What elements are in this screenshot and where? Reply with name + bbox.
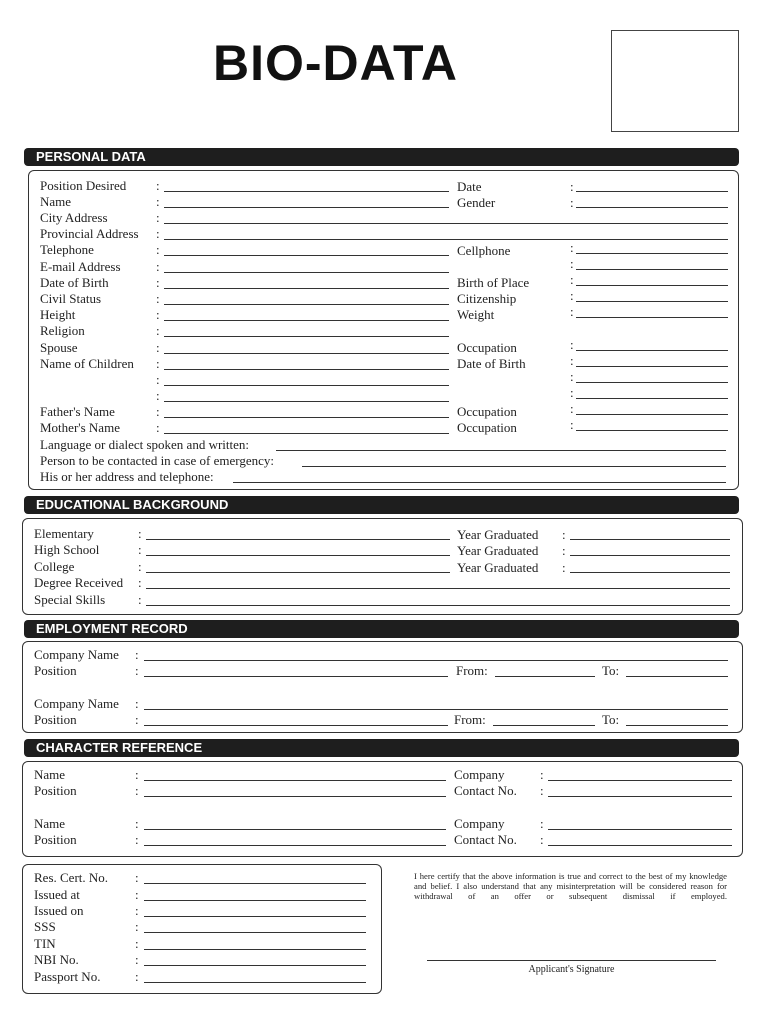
label-telephone: Telephone — [40, 242, 94, 257]
employment-header: EMPLOYMENT RECORD — [24, 620, 739, 638]
father-occupation-field[interactable] — [576, 414, 728, 415]
colon: : — [156, 404, 160, 419]
colon: : — [156, 307, 160, 322]
colon: : — [135, 870, 139, 885]
label-name-of-children: Name of Children — [40, 356, 134, 371]
provincial-address-field[interactable] — [164, 239, 728, 240]
colon: : — [138, 542, 142, 557]
colon: : — [135, 696, 139, 711]
issued-on-field[interactable] — [144, 916, 366, 917]
to-2-field[interactable] — [626, 725, 728, 726]
colon: : — [570, 417, 574, 432]
colon: : — [135, 952, 139, 967]
education-header: EDUCATIONAL BACKGROUND — [24, 496, 739, 514]
label-provincial-address: Provincial Address — [40, 226, 139, 241]
ref-position-1-field[interactable] — [144, 796, 446, 797]
colon: : — [540, 783, 544, 798]
colon: : — [570, 353, 574, 368]
colon: : — [540, 767, 544, 782]
children-field-1[interactable] — [164, 369, 449, 370]
year-graduated-elementary-field[interactable] — [570, 539, 730, 540]
special-skills-field[interactable] — [146, 605, 730, 606]
label-spouse-occupation: Occupation — [457, 340, 517, 355]
applicant-signature-label: Applicant's Signature — [528, 964, 615, 975]
label-citizenship: Citizenship — [457, 291, 517, 306]
label-language: Language or dialect spoken and written: — [40, 437, 250, 452]
colon: : — [135, 903, 139, 918]
label-year-graduated-college: Year Graduated — [457, 560, 539, 575]
colon: : — [570, 272, 574, 287]
contact-address-field[interactable] — [233, 482, 726, 483]
label-spouse: Spouse — [40, 340, 78, 355]
label-height: Height — [40, 307, 76, 322]
label-year-graduated-elementary: Year Graduated — [457, 527, 539, 542]
label-civil-status: Civil Status — [40, 291, 102, 306]
label-name: Name — [40, 194, 72, 209]
gender-field[interactable] — [576, 207, 728, 208]
from-1-field[interactable] — [495, 676, 595, 677]
label-special-skills: Special Skills — [34, 592, 106, 607]
colon: : — [156, 210, 160, 225]
colon: : — [156, 372, 160, 387]
colon: : — [570, 369, 574, 384]
telephone-field[interactable] — [164, 255, 449, 256]
colon: : — [156, 275, 160, 290]
colon: : — [156, 340, 160, 355]
label-college: College — [34, 559, 75, 574]
label-weight: Weight — [457, 307, 495, 322]
label-position-2: Position — [34, 712, 77, 727]
colon: : — [135, 969, 139, 984]
colon: : — [570, 304, 574, 319]
label-position-1: Position — [34, 663, 77, 678]
issued-at-field[interactable] — [144, 900, 366, 901]
label-email: E-mail Address — [40, 259, 121, 274]
label-ref-contact-2: Contact No. — [454, 832, 517, 847]
label-fathers-name: Father's Name — [40, 404, 115, 419]
colon: : — [135, 663, 139, 678]
cellphone-field[interactable] — [576, 253, 728, 254]
label-nbi-no: NBI No. — [34, 952, 79, 967]
label-ref-company-1: Company — [454, 767, 505, 782]
weight-field[interactable] — [576, 317, 728, 318]
label-from-2: From: — [454, 712, 486, 727]
colon: : — [570, 256, 574, 271]
fathers-name-field[interactable] — [164, 417, 449, 418]
date-field[interactable] — [576, 191, 728, 192]
colon: : — [540, 832, 544, 847]
label-father-occupation: Occupation — [457, 404, 517, 419]
label-ref-company-2: Company — [454, 816, 505, 831]
label-spouse-date-of-birth: Date of Birth — [457, 356, 526, 371]
height-field[interactable] — [164, 320, 449, 321]
label-cellphone: Cellphone — [457, 243, 511, 258]
label-contact-address: His or her address and telephone: — [40, 469, 214, 484]
company-name-2-field[interactable] — [144, 709, 728, 710]
citizenship-field[interactable] — [576, 301, 728, 302]
spouse-occupation-field[interactable] — [576, 350, 728, 351]
label-issued-on: Issued on — [34, 903, 84, 918]
colon: : — [570, 385, 574, 400]
ref-name-2-field[interactable] — [144, 829, 446, 830]
label-ref-name-1: Name — [34, 767, 66, 782]
label-ref-position-2: Position — [34, 832, 77, 847]
colon: : — [570, 195, 574, 210]
colon: : — [135, 832, 139, 847]
from-2-field[interactable] — [493, 725, 595, 726]
email-field[interactable] — [164, 272, 449, 273]
colon: : — [156, 178, 160, 193]
cellphone-field-2[interactable] — [576, 269, 728, 270]
reference-header: CHARACTER REFERENCE — [24, 739, 739, 757]
name-field[interactable] — [164, 207, 449, 208]
label-mother-occupation: Occupation — [457, 420, 517, 435]
elementary-field[interactable] — [146, 539, 450, 540]
tin-field[interactable] — [144, 949, 366, 950]
label-ref-contact-1: Contact No. — [454, 783, 517, 798]
ref-contact-1-field[interactable] — [548, 796, 732, 797]
label-ref-position-1: Position — [34, 783, 77, 798]
company-name-1-field[interactable] — [144, 660, 728, 661]
colon: : — [138, 592, 142, 607]
children-field-3[interactable] — [164, 401, 449, 402]
spouse-field[interactable] — [164, 353, 449, 354]
nbi-no-field[interactable] — [144, 965, 366, 966]
colon: : — [570, 240, 574, 255]
label-company-name-1: Company Name — [34, 647, 119, 662]
emergency-contact-field[interactable] — [302, 466, 726, 467]
colon: : — [135, 816, 139, 831]
city-address-field[interactable] — [164, 223, 728, 224]
label-religion: Religion — [40, 323, 85, 338]
colon: : — [135, 919, 139, 934]
colon: : — [156, 194, 160, 209]
education-box — [22, 518, 743, 615]
colon: : — [570, 179, 574, 194]
colon: : — [156, 291, 160, 306]
label-city-address: City Address — [40, 210, 108, 225]
year-graduated-high-school-field[interactable] — [570, 555, 730, 556]
colon: : — [135, 783, 139, 798]
ref-contact-2-field[interactable] — [548, 845, 732, 846]
label-sss: SSS — [34, 919, 56, 934]
label-tin: TIN — [34, 936, 56, 951]
ref-company-2-field[interactable] — [548, 829, 732, 830]
label-position-desired: Position Desired — [40, 178, 127, 193]
label-from-1: From: — [456, 663, 488, 678]
colon: : — [156, 242, 160, 257]
colon: : — [156, 226, 160, 241]
label-emergency-contact: Person to be contacted in case of emergency: — [40, 453, 275, 468]
form-title: BIO-DATA — [213, 35, 458, 91]
children-field-2[interactable] — [164, 385, 449, 386]
position-2-field[interactable] — [144, 725, 448, 726]
colon: : — [570, 401, 574, 416]
colon: : — [570, 288, 574, 303]
label-high-school: High School — [34, 542, 100, 557]
label-issued-at: Issued at — [34, 887, 80, 902]
label-birth-of-place: Birth of Place — [457, 275, 530, 290]
label-to-2: To: — [602, 712, 620, 727]
label-date-of-birth: Date of Birth — [40, 275, 109, 290]
sss-field[interactable] — [144, 932, 366, 933]
extra-field-1[interactable] — [576, 382, 728, 383]
colon: : — [135, 647, 139, 662]
birth-of-place-field[interactable] — [576, 285, 728, 286]
colon: : — [562, 560, 566, 575]
ref-name-1-field[interactable] — [144, 780, 446, 781]
label-to-1: To: — [602, 663, 620, 678]
colon: : — [156, 323, 160, 338]
spouse-date-of-birth-field[interactable] — [576, 366, 728, 367]
res-cert-no-field[interactable] — [144, 883, 366, 884]
colon: : — [562, 543, 566, 558]
colon: : — [135, 936, 139, 951]
label-degree-received: Degree Received — [34, 575, 124, 590]
colon: : — [156, 388, 160, 403]
colon: : — [540, 816, 544, 831]
colon: : — [562, 527, 566, 542]
label-elementary: Elementary — [34, 526, 94, 541]
label-date: Date — [457, 179, 482, 194]
colon: : — [156, 259, 160, 274]
civil-status-field[interactable] — [164, 304, 449, 305]
employment-box — [22, 641, 743, 733]
mother-occupation-field[interactable] — [576, 430, 728, 431]
colon: : — [156, 356, 160, 371]
year-graduated-college-field[interactable] — [570, 572, 730, 573]
position-1-field[interactable] — [144, 676, 448, 677]
religion-field[interactable] — [164, 336, 449, 337]
colon: : — [570, 337, 574, 352]
colon: : — [138, 559, 142, 574]
colon: : — [138, 526, 142, 541]
colon: : — [156, 420, 160, 435]
colon: : — [135, 887, 139, 902]
date-of-birth-field[interactable] — [164, 288, 449, 289]
extra-field-2[interactable] — [576, 398, 728, 399]
label-gender: Gender — [457, 195, 496, 210]
position-desired-field[interactable] — [164, 191, 449, 192]
certification-text: I here certify that the above information is true and correct to the best of my knowledge and belief. I also understand that any misinterpretation will be considered reason for withdrawal of an offer or subsequent dismissal if employed. — [414, 871, 727, 901]
to-1-field[interactable] — [626, 676, 728, 677]
degree-received-field[interactable] — [146, 588, 730, 589]
language-field[interactable] — [276, 450, 726, 451]
college-field[interactable] — [146, 572, 450, 573]
label-year-graduated-high-school: Year Graduated — [457, 543, 539, 558]
label-ref-name-2: Name — [34, 816, 66, 831]
ref-company-1-field[interactable] — [548, 780, 732, 781]
label-company-name-2: Company Name — [34, 696, 119, 711]
high-school-field[interactable] — [146, 555, 450, 556]
colon: : — [135, 767, 139, 782]
passport-no-field[interactable] — [144, 982, 366, 983]
photo-box[interactable] — [611, 30, 739, 132]
label-passport-no: Passport No. — [34, 969, 101, 984]
applicant-signature-field[interactable] — [427, 960, 716, 961]
mothers-name-field[interactable] — [164, 433, 449, 434]
label-res-cert-no: Res. Cert. No. — [34, 870, 109, 885]
colon: : — [138, 575, 142, 590]
colon: : — [135, 712, 139, 727]
ref-position-2-field[interactable] — [144, 845, 446, 846]
label-mothers-name: Mother's Name — [40, 420, 120, 435]
reference-box — [22, 761, 743, 857]
personal-data-header: PERSONAL DATA — [24, 148, 739, 166]
